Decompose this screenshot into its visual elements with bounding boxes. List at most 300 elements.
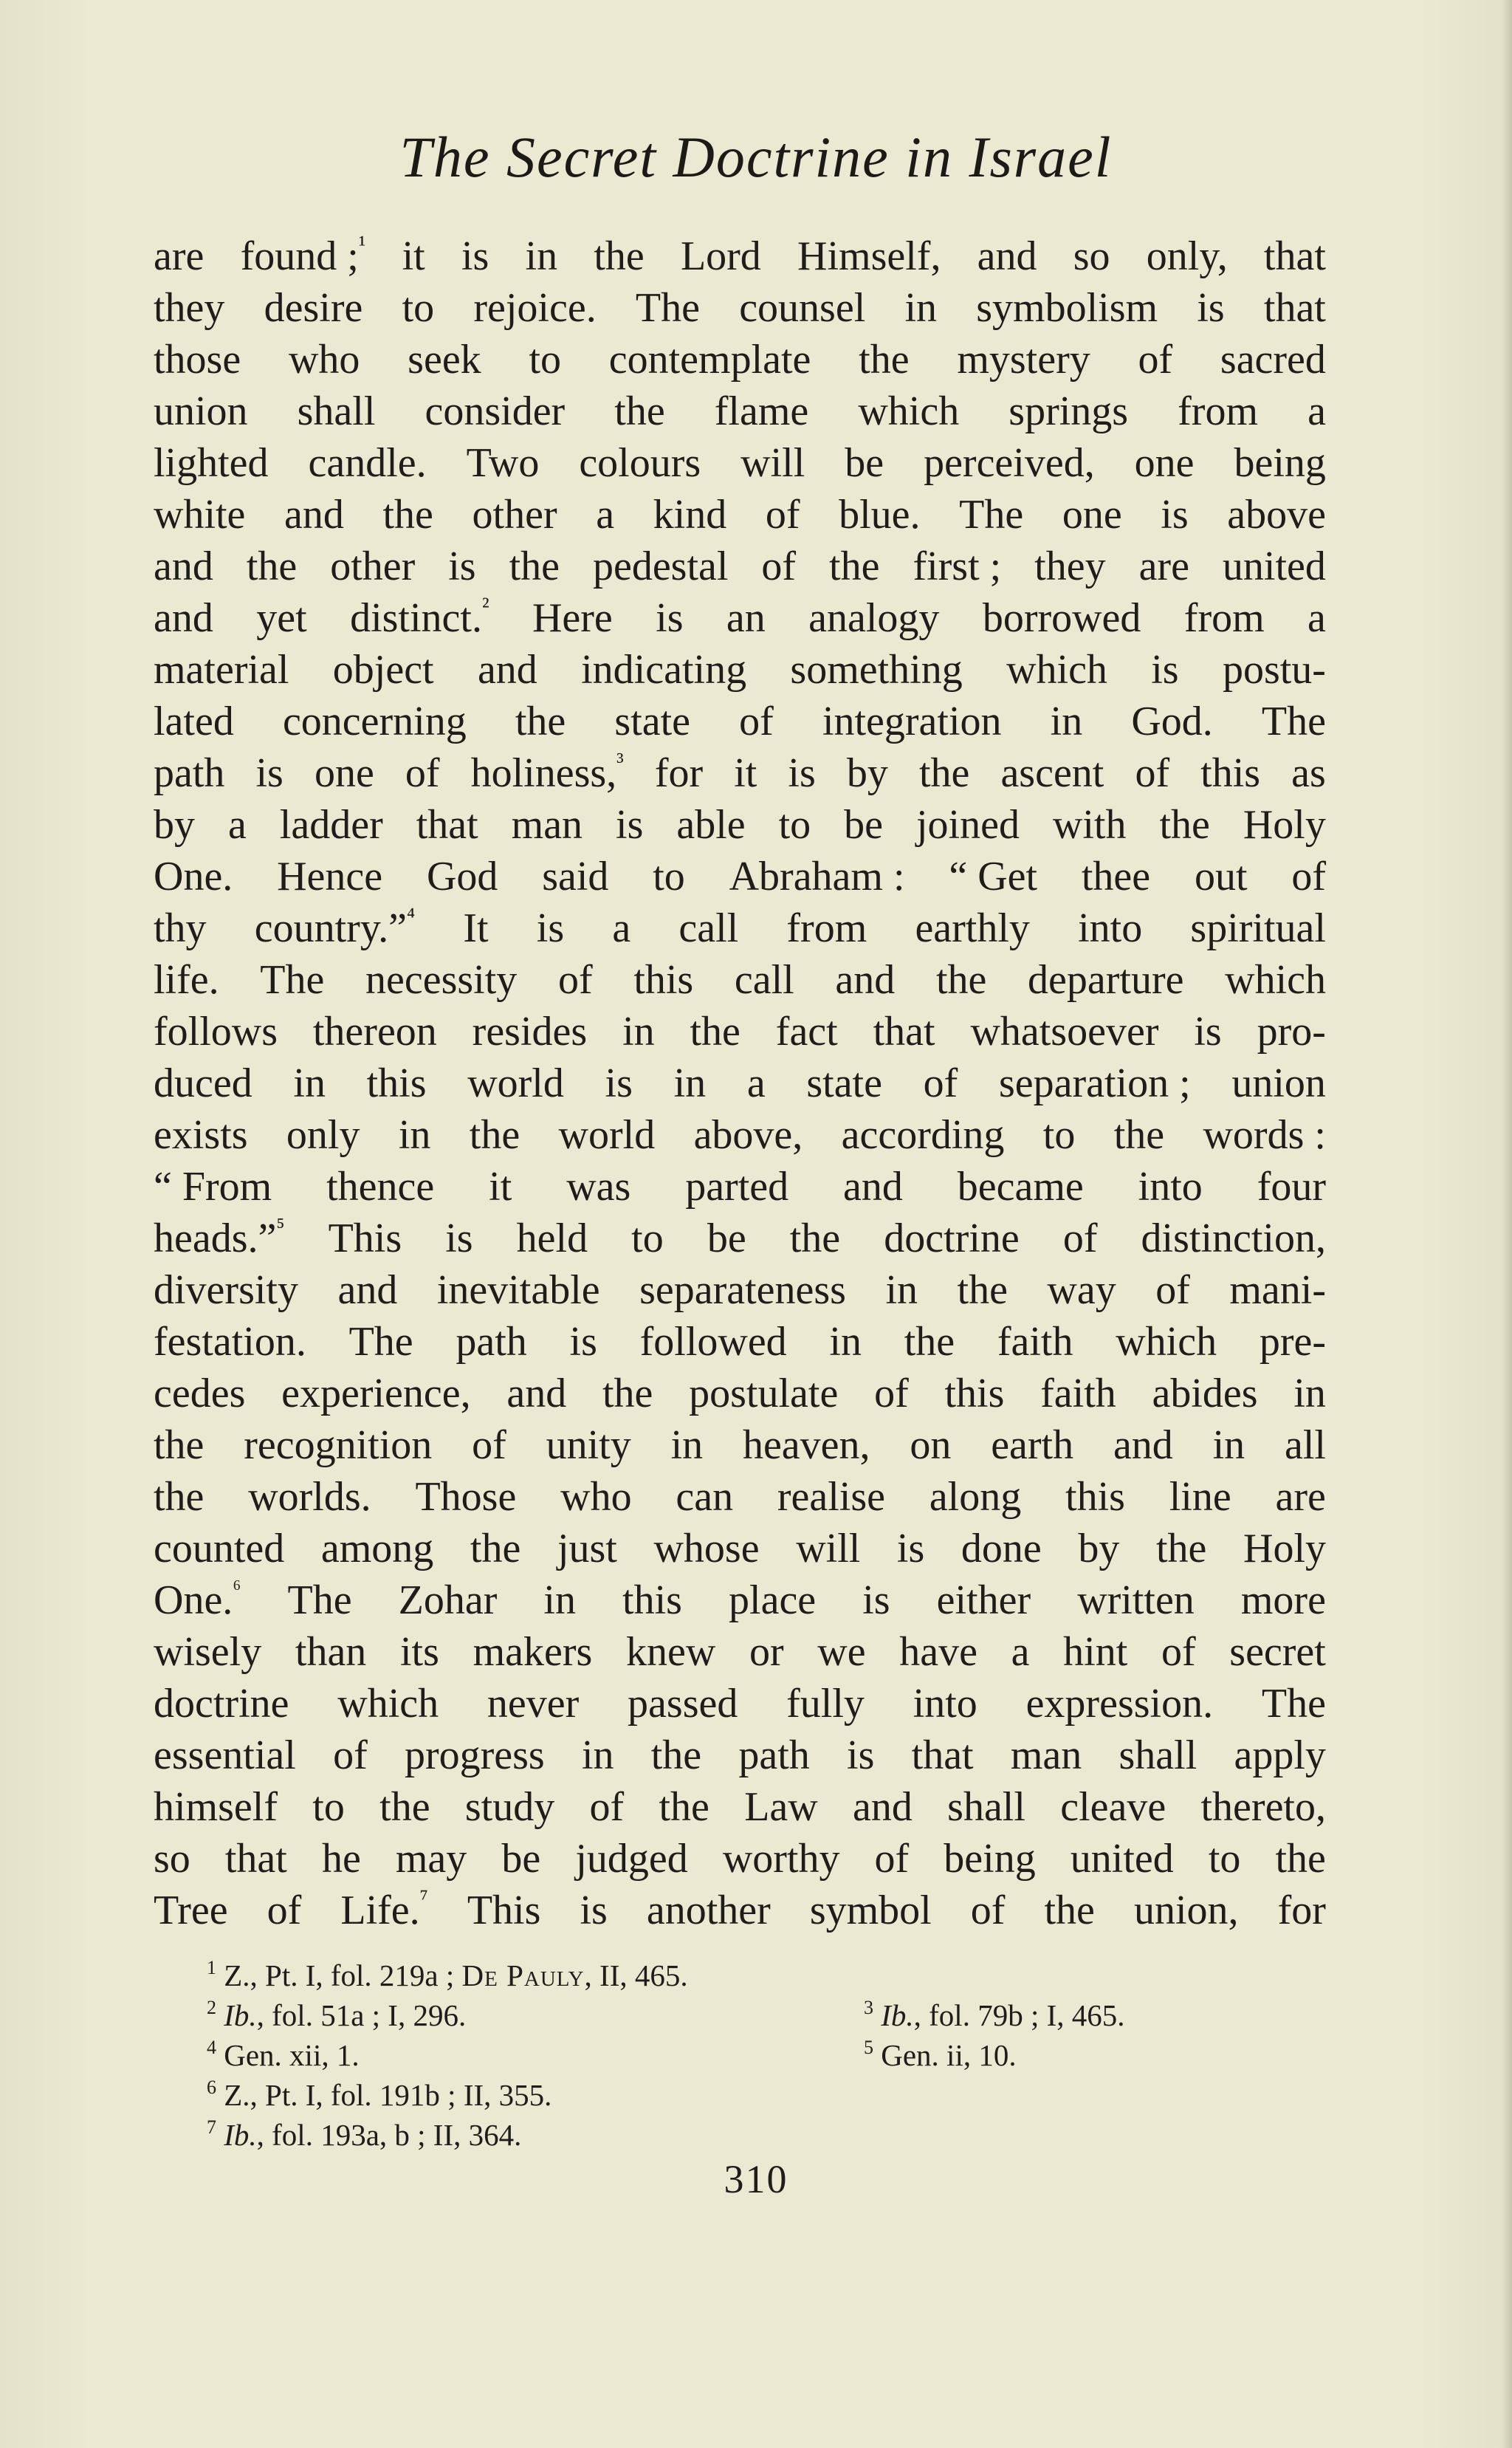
word: perceived, [924,440,1095,486]
word: the [1275,1836,1326,1882]
word: thy [154,905,207,951]
word: an [726,595,766,641]
word: call [678,905,739,951]
word: the [1155,1526,1207,1571]
word: one [1134,440,1195,486]
footnote-row [207,2115,1285,2155]
word: of [1161,1629,1196,1675]
word: is [605,1060,633,1106]
word: in [622,1009,655,1055]
word: man [1010,1732,1082,1778]
word: secret [1229,1629,1326,1675]
word: to [402,285,435,331]
word: concerning [282,699,467,744]
word: inevitable [436,1267,600,1313]
word: shall [1118,1732,1197,1778]
word: Life.$^{^7}$ [340,1885,428,1933]
word: the [614,388,665,434]
word: being [1234,440,1326,486]
text-line [154,489,1326,541]
word: festation. [154,1319,306,1365]
word: this [633,957,694,1003]
word: out [1194,854,1248,899]
word: union [154,388,248,434]
word: is [580,1888,608,1933]
word: consider [425,388,566,434]
word: so [154,1836,190,1882]
word: departure [1028,957,1184,1003]
word: worthy [722,1836,840,1882]
word: which [1006,647,1107,693]
word: said [542,854,609,899]
word: Hence [277,854,383,899]
text-line [154,1678,1326,1729]
word: world [467,1060,564,1106]
word: or [749,1629,784,1675]
page-edge-shadow [1502,0,1512,2448]
word: was [566,1164,631,1210]
text-line [154,1161,1326,1213]
word: whatsoever [970,1009,1159,1055]
word: in [1050,699,1083,744]
word: this [944,1371,1005,1416]
word: from [786,905,867,951]
word: to [631,1216,664,1261]
text-line [154,282,1326,334]
word: are [154,233,205,279]
word: postu- [1222,647,1326,693]
word: path [154,750,225,796]
word: of [557,957,593,1003]
word: a [746,1060,766,1106]
footnote-italic: Ib. [224,2118,257,2152]
word: and [843,1164,903,1210]
footnote [207,1958,688,1992]
word: is [896,1526,925,1571]
word: himself [154,1784,278,1830]
word: among [320,1526,434,1571]
footnote [207,1998,466,2032]
footnote-text: , fol. 79b ; I, 465. [913,1998,1125,2032]
word: separateness [639,1267,846,1313]
word: the [650,1732,702,1778]
word: way [1047,1267,1116,1313]
word: the [1159,802,1210,848]
word: able [676,802,746,848]
word: and [853,1784,913,1830]
word: the [859,337,910,383]
word: be [707,1216,746,1261]
word: the [469,1112,520,1158]
word: is [1151,647,1179,693]
footnote-ref: ⁷ [419,1885,428,1911]
footnote-row [207,1995,1285,2035]
word: and [977,233,1037,279]
word: God. [1131,699,1213,744]
word: material [154,647,289,693]
word: to [778,802,811,848]
footnote-row [207,2075,1285,2115]
word: pedestal [592,544,729,589]
text-line [154,1523,1326,1574]
word: “ From [154,1164,272,1210]
word: the [154,1422,205,1468]
word: that [416,802,478,848]
word: candle. [308,440,427,486]
word: man [511,802,583,848]
footnote-italic: Ib. [224,1998,257,2032]
word: It [463,905,489,951]
word: realise [777,1474,886,1520]
word: a [596,492,615,538]
word: of [874,1836,910,1882]
word: Lord [680,233,761,279]
word: of [1291,854,1326,899]
word: flame [714,388,809,434]
word: duced [154,1060,252,1106]
word: to [1042,1112,1076,1158]
word: is [616,802,644,848]
word: into [1138,1164,1203,1210]
word: contemplate [608,337,811,383]
word: earthly [915,905,1030,951]
word: this [366,1060,427,1106]
word: which [1116,1319,1217,1365]
word: above [1227,492,1326,538]
word: the [594,233,645,279]
word: makers [472,1629,593,1675]
word: a [227,802,247,848]
word: is [1194,1009,1222,1055]
word: and [1113,1422,1173,1468]
footnote-text: De Pauly [461,1958,585,1992]
word: This [467,1888,541,1933]
word: The [1261,699,1326,744]
word: Tree [154,1888,228,1933]
word: followed [639,1319,787,1365]
word: essential [154,1732,296,1778]
footnote-text: Gen. xii, 1. [224,2038,360,2072]
word: the [789,1216,841,1261]
word: never [487,1681,580,1727]
word: mystery [957,337,1090,383]
word: ascent [1000,750,1104,796]
word: and [337,1267,398,1313]
word: postulate [689,1371,839,1416]
word: and [506,1371,567,1416]
word: study [464,1784,555,1830]
word: One. [154,854,233,899]
word: object [332,647,434,693]
word: The [635,285,700,331]
footnote-row [207,1955,1285,1995]
word: of [1155,1267,1190,1313]
word: as [1291,750,1326,796]
word: Those [415,1474,517,1520]
text-line [154,644,1326,696]
word: sacred [1220,337,1326,383]
word: faith [997,1319,1073,1365]
text-line [154,1213,1326,1264]
word: who [560,1474,632,1520]
word: thee [1081,854,1151,899]
word: apply [1234,1732,1326,1778]
word: white [154,492,246,538]
word: this [1200,750,1261,796]
word: that [911,1732,974,1778]
word: from [1178,388,1259,434]
word: to [312,1784,345,1830]
word: only, [1146,233,1228,279]
word: in [398,1112,431,1158]
text-line [154,230,1326,282]
word: for [654,750,704,796]
word: Holy [1243,802,1326,848]
word: God [426,854,498,899]
footnote-ref: ⁵ [276,1213,285,1239]
word: is [788,750,816,796]
footnote-ref: ² [481,592,489,619]
word: thence [326,1164,435,1210]
word: shall [297,388,376,434]
word: which [337,1681,439,1727]
word: is [448,544,476,589]
word: in [293,1060,326,1106]
word: union [1231,1060,1326,1106]
word: recognition [244,1422,433,1468]
word: who [288,337,360,383]
word: earth [991,1422,1074,1468]
word: cedes [154,1371,246,1416]
word: of [923,1060,958,1106]
word: joined [915,802,1020,848]
footnote-text: Z., Pt. I, fol. 219a ; [224,1958,462,1992]
footnote-number: 5 [864,2037,873,2058]
word: all [1285,1422,1326,1468]
page-number: 310 [724,2157,788,2201]
word: borrowed [982,595,1141,641]
word: is [1161,492,1189,538]
word: the [246,544,298,589]
word: that [1263,233,1326,279]
word: is [536,905,565,951]
word: diversity [154,1267,298,1313]
word: judged [575,1836,688,1882]
word: the [382,492,433,538]
word: path [456,1319,527,1365]
text-line [154,851,1326,902]
word: of [1135,750,1170,796]
word: above, [693,1112,803,1158]
word: is [1197,285,1225,331]
word: rejoice. [473,285,597,331]
footnote-text: Z., Pt. I, fol. 191b ; II, 355. [224,2078,552,2112]
word: cleave [1060,1784,1166,1830]
word: in [581,1732,614,1778]
word: the [1044,1888,1095,1933]
word: doctrine [154,1681,289,1727]
word: the [509,544,560,589]
word: so [1073,233,1110,279]
word: the [515,699,566,744]
word: mani- [1229,1267,1326,1313]
text-line [154,954,1326,1006]
word: thereon [312,1009,437,1055]
word: colours [579,440,701,486]
word: a [612,905,631,951]
text-line [154,1368,1326,1419]
word: heaven, [742,1422,870,1468]
word: is [255,750,284,796]
word: spiritual [1190,905,1326,951]
word: of [761,544,797,589]
word: that [224,1836,287,1882]
word: seek [408,337,481,383]
word: than [295,1629,367,1675]
word: fully [786,1681,865,1727]
word: abides [1152,1371,1258,1416]
word: unity [546,1422,631,1468]
word: necessity [365,957,518,1003]
word: they [1034,544,1106,589]
word: expression. [1025,1681,1214,1727]
footnote-number: 1 [207,1957,216,1978]
footnote-ref: ⁴ [407,902,416,929]
footnote [207,2118,521,2152]
word: the [379,1784,430,1830]
word: One.$^{^6}$ [154,1574,241,1623]
word: line [1169,1474,1231,1520]
word: analogy [808,595,940,641]
word: of [1138,337,1173,383]
word: resides [472,1009,588,1055]
word: one [314,750,374,796]
footnote-number: 4 [207,2037,216,2058]
word: four [1257,1164,1326,1210]
word: and [477,647,537,693]
word: first ; [913,544,1002,589]
footnote-number: 6 [207,2077,216,2098]
word: wisely [154,1629,262,1675]
word: the [690,1009,740,1055]
text-line [154,1833,1326,1885]
word: is [862,1577,890,1623]
word: be [844,802,883,848]
word: kind [653,492,727,538]
footnote [207,2078,551,2112]
word: either [936,1577,1031,1623]
word: of [874,1371,909,1416]
text-line [154,1419,1326,1471]
word: the [957,1267,1008,1313]
footnote-text: , fol. 193a, b ; II, 364. [256,2118,522,2152]
word: in [543,1577,576,1623]
word: Two [466,440,540,486]
word: will [740,440,805,486]
word: to [653,854,685,899]
word: in [829,1319,862,1365]
word: and [284,492,344,538]
word: on [910,1422,952,1468]
word: the [470,1526,521,1571]
word: for [1277,1888,1326,1933]
word: more [1240,1577,1326,1623]
word: heads.”$^{^5}$ [154,1213,285,1261]
word: this [1065,1474,1125,1520]
word: another [646,1888,771,1933]
word: hint [1063,1629,1128,1675]
word: of [405,750,440,796]
word: and [154,595,213,641]
footnote [864,1995,1125,2035]
running-head-title: The Secret Doctrine in Israel [399,125,1113,189]
word: symbol [809,1888,932,1933]
footnote-text: , II, 465. [584,1958,688,1992]
text-line [154,1264,1326,1316]
word: one [1062,492,1122,538]
word: The [287,1577,352,1623]
word: in [525,233,558,279]
word: lighted [154,440,269,486]
footnote [207,2038,360,2072]
word: pro- [1257,1009,1326,1055]
word: thereto, [1200,1784,1326,1830]
word: springs [1008,388,1129,434]
word: place [729,1577,817,1623]
word: is [461,233,489,279]
word: integration [822,699,1002,744]
word: This [328,1216,402,1261]
word: became [957,1164,1084,1210]
word: united [1070,1836,1174,1882]
word: ladder [279,802,383,848]
word: is [569,1319,597,1365]
text-line [154,902,1326,954]
word: The [959,492,1024,538]
text-line [154,385,1326,437]
word: the [918,750,970,796]
word: may [395,1836,467,1882]
word: life. [154,957,219,1003]
word: Law [744,1784,818,1830]
word: blue. [839,492,921,538]
word: which [1225,957,1326,1003]
word: united [1222,544,1326,589]
word: in [1293,1371,1326,1416]
word: in [673,1060,707,1106]
word: to [1208,1836,1241,1882]
word: a [1307,388,1326,434]
word: those [154,337,241,383]
word: whose [653,1526,760,1571]
word: written [1077,1577,1195,1623]
word: are [1275,1474,1326,1520]
text-line [154,437,1326,489]
word: The [348,1319,413,1365]
word: state [806,1060,882,1106]
word: in [1212,1422,1245,1468]
word: of [739,699,774,744]
word: and [835,957,896,1003]
word: of [589,1784,625,1830]
word: and [154,544,213,589]
footnotes [207,1955,1285,2155]
word: it [489,1164,512,1210]
word: other [472,492,557,538]
word: faith [1040,1371,1116,1416]
word: desire [264,285,363,331]
word: of [472,1422,506,1468]
